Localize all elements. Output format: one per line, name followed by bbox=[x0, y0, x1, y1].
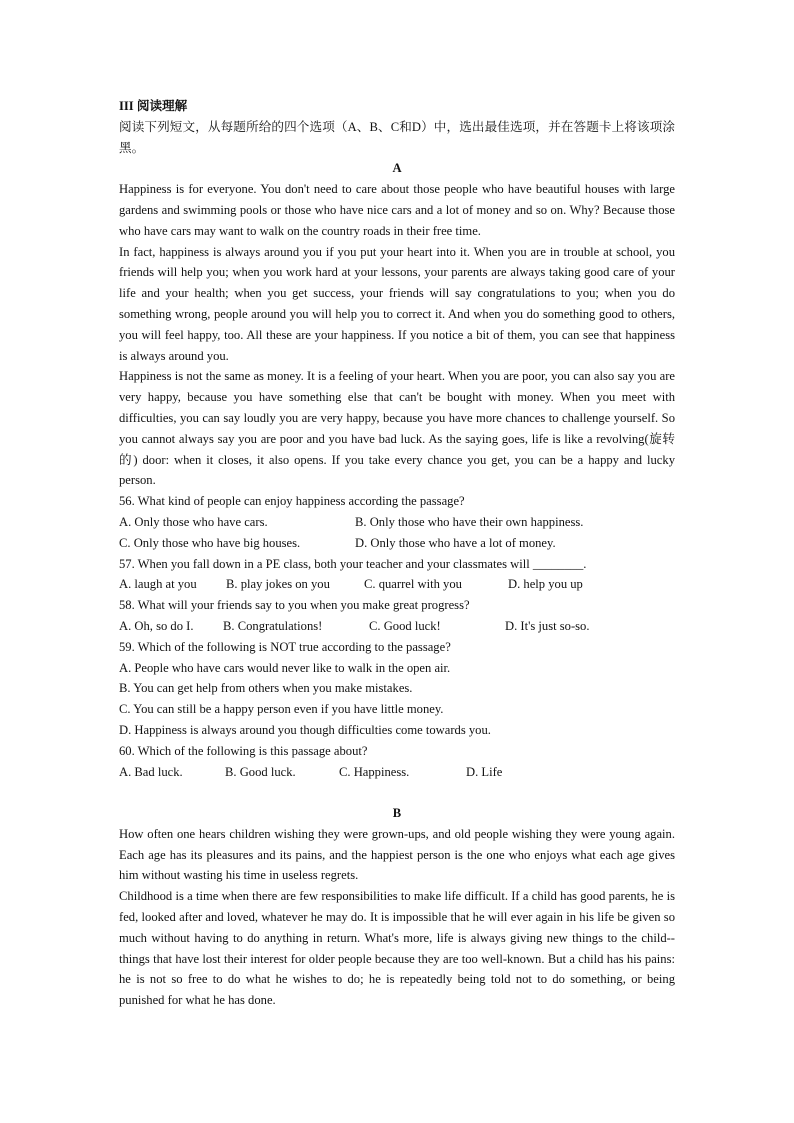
question-58-stem: 58. What will your friends say to you when you make great progress? bbox=[119, 598, 470, 613]
question-56-options-row-2 bbox=[119, 533, 675, 554]
passage-b-paragraph-2: Childhood is a time when there are few responsibilities to make life difficult. If a child has good parents, he is fed, looked after and loved, whatever he may do. It is impossible that he will ever again in his life be given so much without having to do anything in return. What's more, life is always giving new things to the child--things that have lost their interest for older people because they are too well-known. But a child has his pains: he is not so free to do what he wishes to do; he is repeatedly being told not to do something, or being punished for what he has done. bbox=[119, 889, 675, 1008]
question-57-option-d: D. help you up bbox=[508, 577, 583, 592]
question-60-option-a: A. Bad luck. bbox=[119, 764, 183, 779]
question-57-options bbox=[119, 574, 675, 595]
question-58-options bbox=[119, 616, 675, 637]
passage-a-label: A bbox=[392, 161, 402, 176]
question-57-stem: 57. When you fall down in a PE class, both your teacher and your classmates will ________. bbox=[119, 556, 587, 571]
question-58-option-c: C. Good luck! bbox=[369, 618, 441, 633]
question-59-option-d: D. Happiness is always around you though difficulties come towards you. bbox=[119, 722, 491, 737]
question-59-option-a: A. People who have cars would never like to walk in the open air. bbox=[119, 660, 451, 675]
question-57-option-a: A. laugh at you bbox=[119, 577, 197, 592]
question-60-stem: 60. Which of the following is this passage about? bbox=[119, 743, 368, 758]
question-56-option-a: A. Only those who have cars. bbox=[119, 514, 268, 529]
passage-a-paragraph-1: Happiness is for everyone. You don't need to care about those people who have beautiful houses with large gardens and swimming pools or those who have nice cars and a lot of money and so on. Why? Because those who have cars may want to walk on the country roads in their free time. bbox=[119, 182, 675, 238]
question-57-option-c: C. quarrel with you bbox=[364, 577, 462, 592]
question-60-option-c: C. Happiness. bbox=[339, 764, 410, 779]
section-instruction: 阅读下列短文，从每题所给的四个选项（A、B、C和D）中，选出最佳选项，并在答题卡上将该项涂黑。 bbox=[119, 119, 675, 155]
question-56-option-d: D. Only those who have a lot of money. bbox=[355, 535, 556, 550]
question-60-option-b: B. Good luck. bbox=[225, 764, 296, 779]
blank-line bbox=[119, 782, 675, 803]
question-57-option-b: B. play jokes on you bbox=[226, 577, 330, 592]
question-59-stem: 59. Which of the following is NOT true according to the passage? bbox=[119, 639, 451, 654]
document-page bbox=[119, 96, 675, 1011]
question-56-options-row-1 bbox=[119, 512, 675, 533]
passage-b-label: B bbox=[392, 806, 402, 821]
passage-a-paragraph-2: In fact, happiness is always around you if you put your heart into it. When you are in trouble at school, you friends will help you; when you work hard at your lessons, your parents are always taking good care of your life and your health; when you get success, your friends will say congratulations to you; when you do something wrong, people around you will help you to correct it. And when you do something good to others, you will feel happy, too. All these are your happiness. If you notice a bit of them, you can see that happiness is always around you. bbox=[119, 244, 675, 363]
question-56-stem: 56. What kind of people can enjoy happiness according the passage? bbox=[119, 494, 465, 509]
question-60-option-d: D. Life bbox=[466, 764, 503, 779]
passage-a-paragraph-3: Happiness is not the same as money. It is a feeling of your heart. When you are poor, you can also say you are very happy, because you have something else that can't be bought with money. When you meet with difficulties, you can say loudly you are very happy, because you have more chances to challenge yourself. So you cannot always say you are poor and you have bad luck. As the saying goes, life is like a revolving(旋转的) door: when it closes, it also opens. If you take every chance you get, you can be a happy and lucky person. bbox=[119, 369, 675, 488]
question-59-option-c: C. You can still be a happy person even if you have little money. bbox=[119, 702, 444, 717]
question-59-option-b: B. You can get help from others when you make mistakes. bbox=[119, 681, 413, 696]
question-58-option-b: B. Congratulations! bbox=[223, 618, 323, 633]
question-58-option-a: A. Oh, so do I. bbox=[119, 618, 194, 633]
question-60-options bbox=[119, 762, 675, 783]
passage-b-paragraph-1: How often one hears children wishing they were grown-ups, and old people wishing they were young again. Each age has its pleasures and its pains, and the happiest person is the one who enjoys what each age gives him without wasting his time in useless regrets. bbox=[119, 826, 675, 883]
section-title: III 阅读理解 bbox=[119, 99, 188, 113]
question-56-option-b: B. Only those who have their own happiness. bbox=[355, 514, 584, 529]
question-58-option-d: D. It's just so-so. bbox=[505, 618, 590, 633]
question-56-option-c: C. Only those who have big houses. bbox=[119, 535, 301, 550]
